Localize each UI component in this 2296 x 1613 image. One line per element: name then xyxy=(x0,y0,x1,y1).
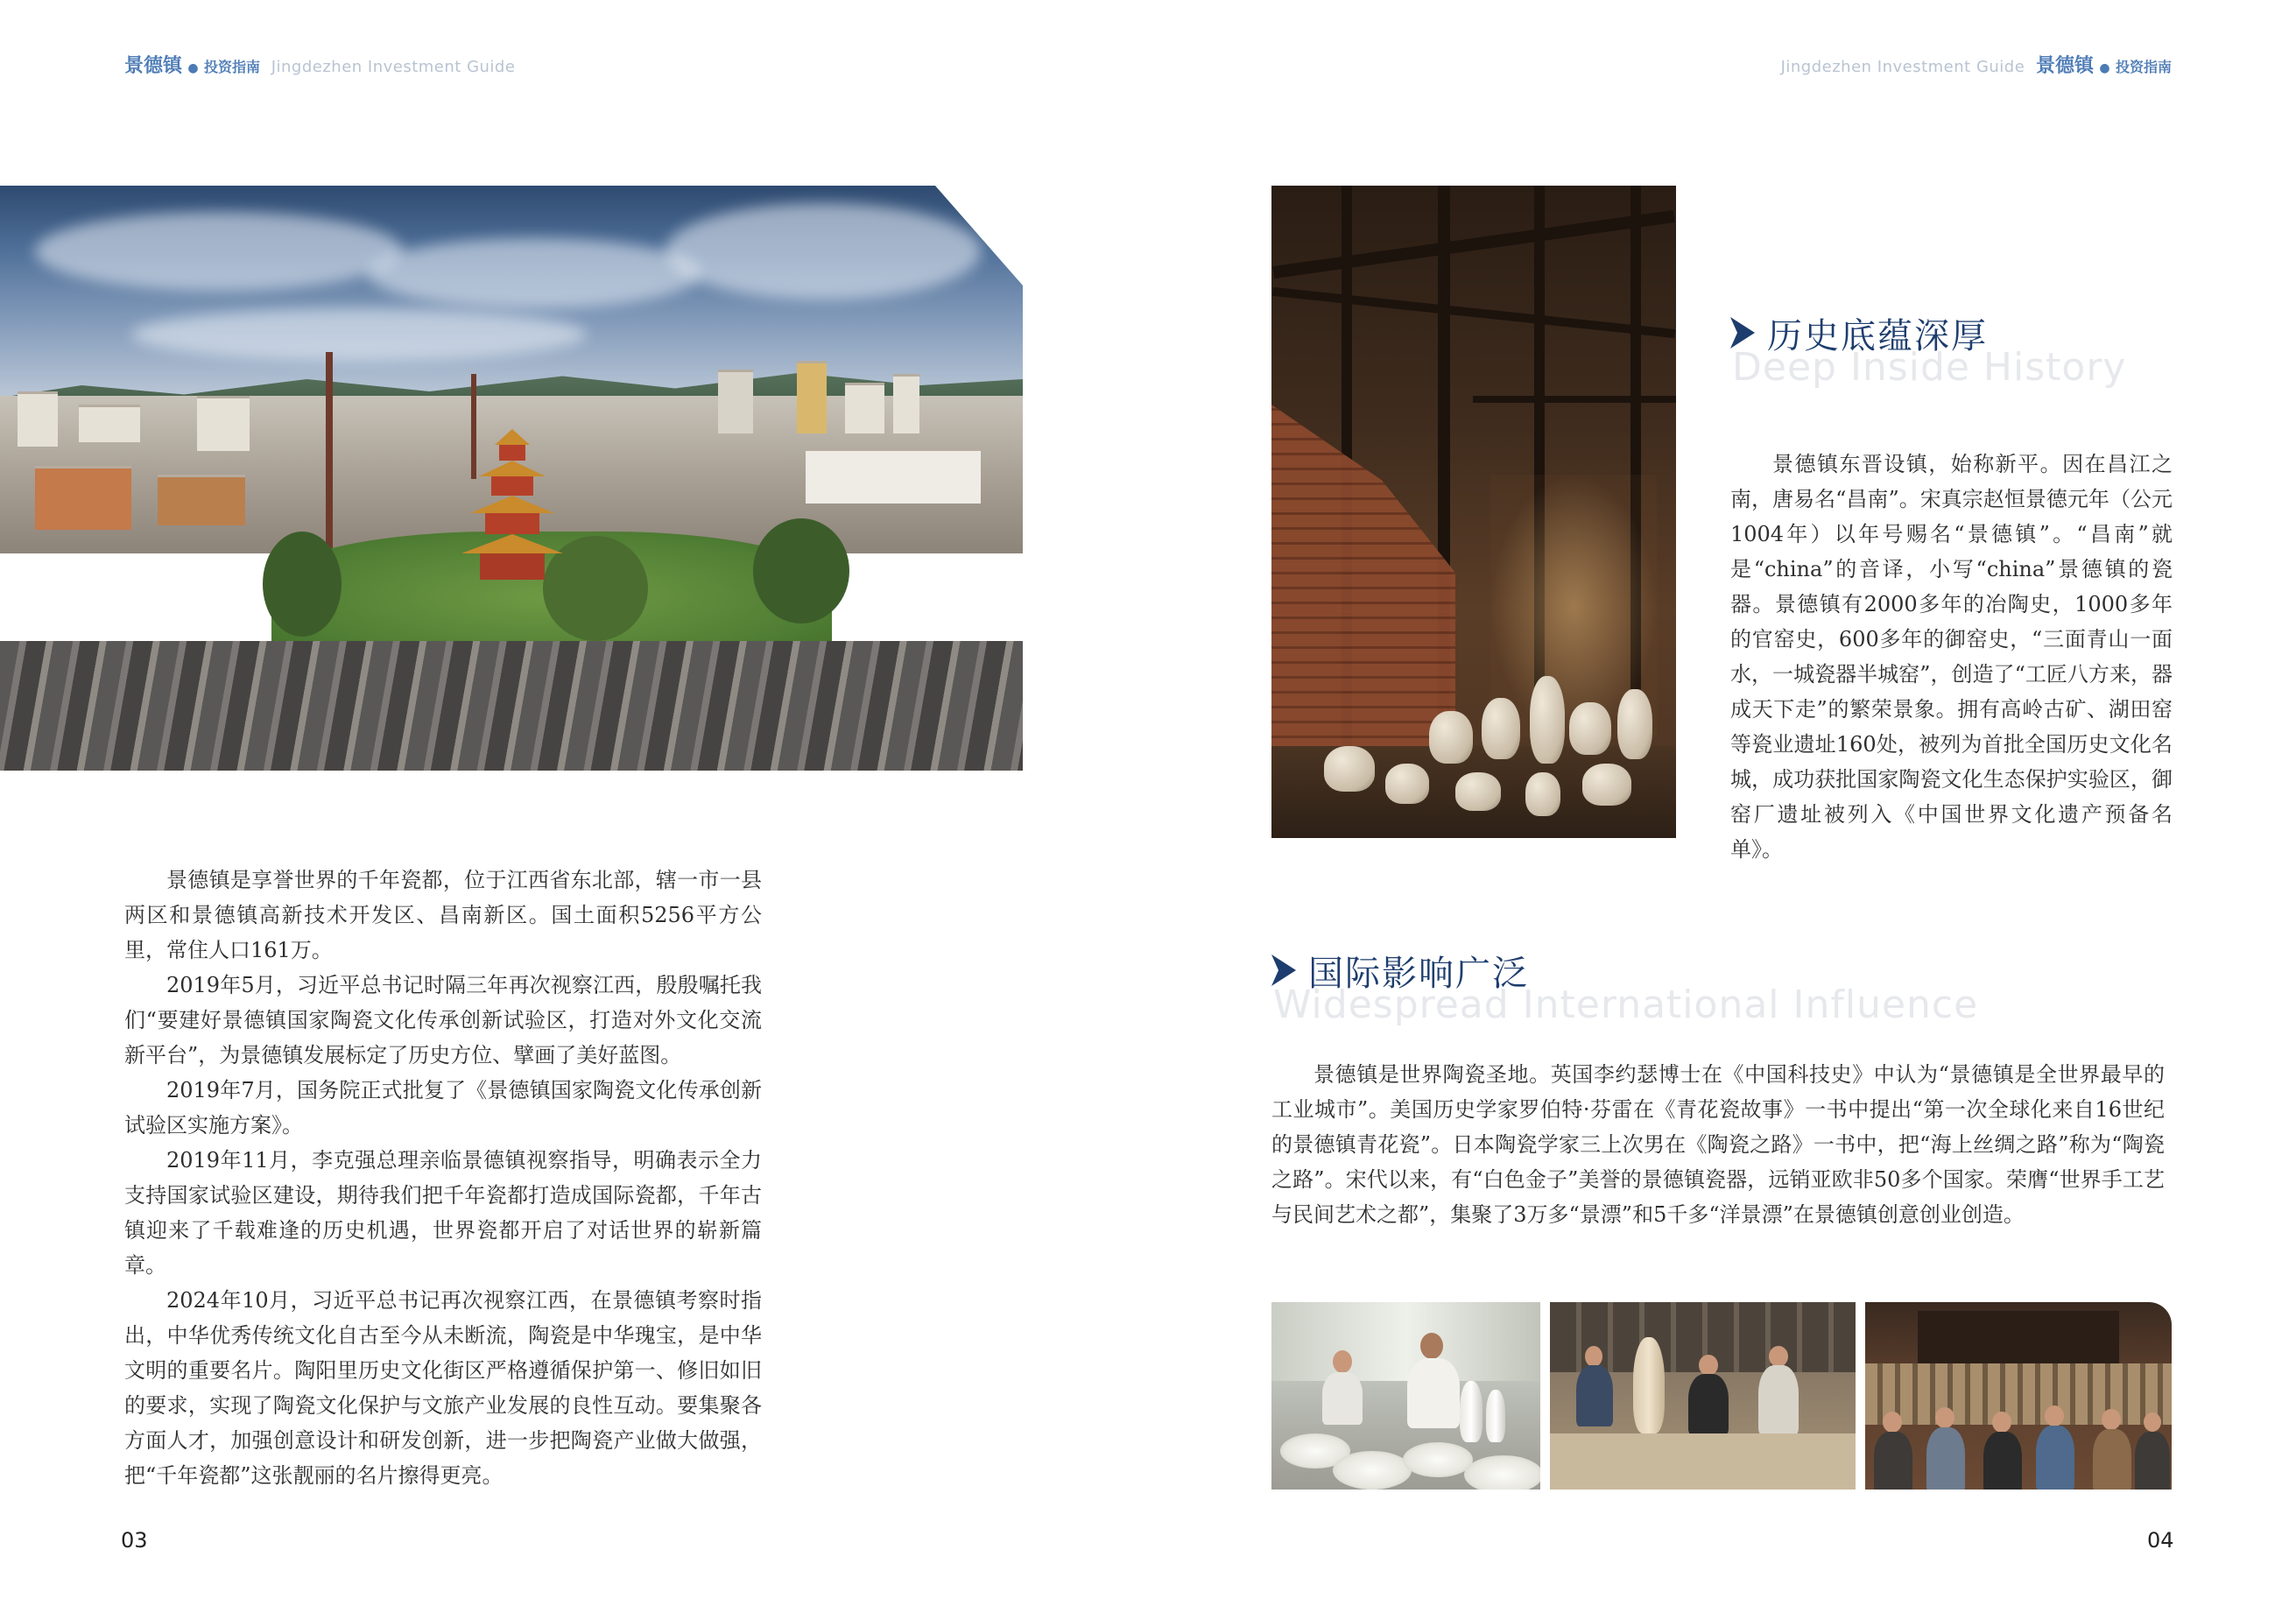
cloud xyxy=(35,212,403,291)
tree xyxy=(753,518,849,623)
page-number: 03 xyxy=(121,1528,148,1553)
pot xyxy=(1482,698,1520,759)
building xyxy=(35,466,131,530)
building xyxy=(79,405,140,442)
building xyxy=(18,391,58,447)
page-number: 04 xyxy=(2147,1528,2174,1553)
ceramics-workshop-photo xyxy=(1550,1302,1856,1490)
section-title-zh: 历史底蕴深厚 xyxy=(1767,316,1988,356)
header-brand: 景德镇 xyxy=(124,54,183,77)
artisans-group-photo xyxy=(1865,1302,2172,1490)
header-dot: ● xyxy=(2099,61,2110,75)
paragraph: 2019年7月，国务院正式批复了《景德镇国家陶瓷文化传承创新试验区实施方案》。 xyxy=(124,1078,762,1138)
pot xyxy=(1385,764,1429,804)
pot xyxy=(1324,746,1375,792)
chimney xyxy=(326,352,333,553)
left-body-text xyxy=(124,863,762,1493)
header-dot: ● xyxy=(187,61,199,75)
building xyxy=(893,374,919,433)
old-town-roofs xyxy=(0,641,1023,771)
cloud xyxy=(368,238,701,308)
header-subtitle: 投资指南 xyxy=(2115,59,2172,75)
paragraph: 2024年10月，习近平总书记再次视察江西，在景德镇考察时指出，中华优秀传统文化自古至今从未断流，陶瓷是中华瑰宝，是中华文明的重要名片。陶阳里历史文化街区严格遵循保护第一、修旧如旧的要求，实现了陶瓷文化保护与文旅产业发展的良性互动。要集聚各方面人才，加强创意设计和研发创新，进一步把陶瓷产业做大做强，把“千年瓷都”这张靓丽的名片擦得更亮。 xyxy=(124,1288,762,1488)
header-english: Jingdezhen Investment Guide xyxy=(271,58,516,76)
paragraph: 景德镇东晋设镇，始称新平。因在昌江之南，唐易名“昌南”。宋真宗赵恒景德元年（公元1004年）以年号赐名“景德镇”。“昌南”就是“china”的音译，小写“china”景德镇的瓷器。景德镇有2000多年的冶陶史，1000多年的官窑史，600多年的御窑史，“三面青山一面水，一城瓷器半城窑”，创造了“工匠八方来，器成天下走”的繁荣景象。拥有高岭古矿、湖田窑等瓷业遗址160处，被列为首批全国历史文化名城，成功获批国家陶瓷文化生态保护实验区，御窑厂遗址被列入《中国世界文化遗产预备名单》。 xyxy=(1730,452,2173,862)
section-title-zh: 国际影响广泛 xyxy=(1308,954,1529,994)
cloud xyxy=(131,308,587,361)
header-left xyxy=(124,51,515,78)
influence-body-text xyxy=(1271,1057,2165,1232)
building xyxy=(718,370,753,433)
building xyxy=(197,396,250,451)
paragraph: 景德镇是世界陶瓷圣地。英国李约瑟博士在《中国科技史》中认为“景德镇是全世界最早的工业城市”。美国历史学家罗伯特·芬雷在《青花瓷故事》一书中提出“第一次全球化来自16世纪的景德镇青花瓷”。日本陶瓷学家三上次男在《陶瓷之路》一书中，把“海上丝绸之路”称为“陶瓷之路”。宋代以来，有“白色金子”美誉的景德镇瓷器，远销亚欧非50多个国家。荣膺“世界手工艺与民间艺术之都”，集聚了3万多“景漂”和5千多“洋景漂”在景德镇创意创业创造。 xyxy=(1271,1062,2165,1227)
paragraph: 2019年5月，习近平总书记时隔三年再次视察江西，殷殷嘱托我们“要建好景德镇国家陶瓷文化传承创新试验区，打造对外文化交流新平台”，为景德镇发展标定了历史方位、擘画了美好蓝图。 xyxy=(124,973,762,1067)
tree xyxy=(263,532,342,637)
header-brand: 景德镇 xyxy=(2036,54,2095,77)
building xyxy=(845,383,884,433)
pot xyxy=(1525,772,1560,816)
section-title-en: Widespread International Influence xyxy=(1273,983,1979,1027)
header-right xyxy=(1781,51,2172,78)
section-title-en: Deep Inside History xyxy=(1732,345,2127,390)
history-body-text xyxy=(1730,447,2173,867)
kiln-workshop-photo xyxy=(1271,186,1676,838)
header-english: Jingdezhen Investment Guide xyxy=(1780,58,2025,76)
paragraph: 2019年11月，李克强总理亲临景德镇视察指导，明确表示全力支持国家试验区建设，期待我们把千年瓷都打造成国际瓷都，千年古镇迎来了千载难逢的历史机遇，世界瓷都开启了对话世界的崭新篇章。 xyxy=(124,1148,762,1278)
city-panorama-photo xyxy=(0,186,1023,771)
building xyxy=(797,361,827,433)
pot xyxy=(1617,689,1652,759)
pagoda xyxy=(460,429,565,604)
chevron-right-icon xyxy=(1730,317,1755,349)
building xyxy=(806,448,981,504)
cloud xyxy=(666,203,981,299)
pot xyxy=(1455,772,1501,811)
building xyxy=(158,475,245,525)
pottery-studio-photo xyxy=(1271,1302,1540,1490)
chevron-right-icon xyxy=(1271,954,1296,986)
paragraph: 景德镇是享誉世界的千年瓷都，位于江西省东北部，辖一市一县两区和景德镇高新技术开发区、昌南新区。国土面积5256平方公里，常住人口161万。 xyxy=(124,868,762,962)
pot xyxy=(1582,764,1631,806)
header-subtitle: 投资指南 xyxy=(203,59,260,75)
pot xyxy=(1429,711,1473,764)
pot xyxy=(1569,702,1611,755)
pot xyxy=(1530,676,1565,764)
